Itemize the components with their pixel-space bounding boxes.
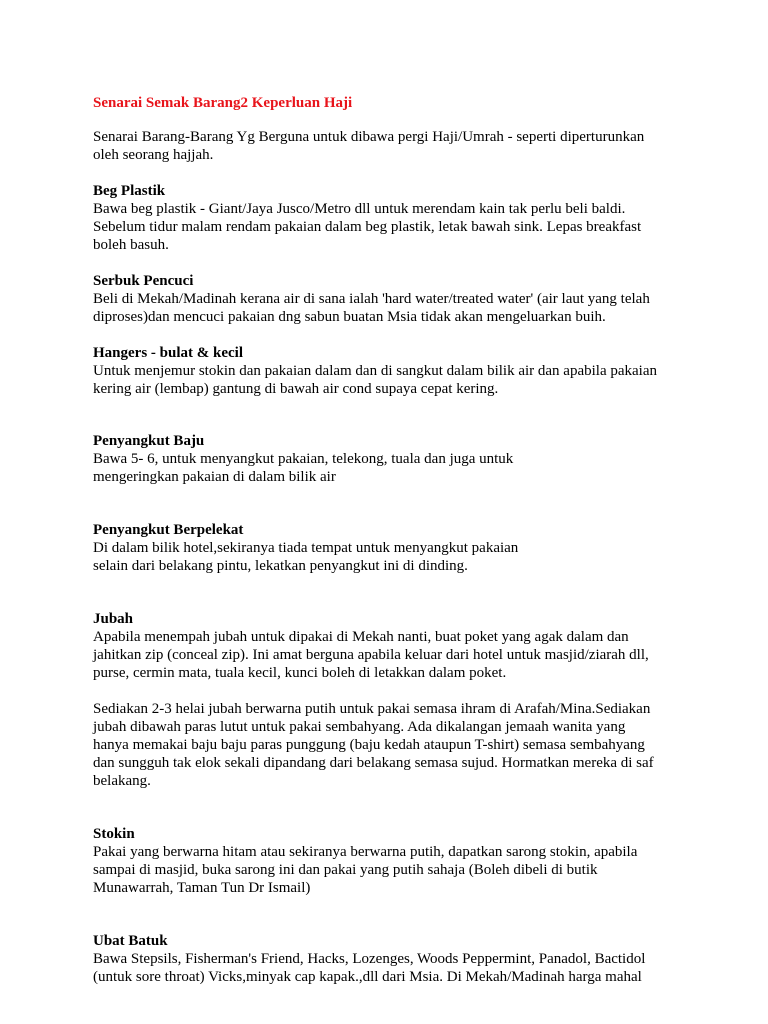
text-line: Bawa Stepsils, Fisherman's Friend, Hacks, Lozenges, Woods Peppermint, Panadol, Bactidol [93,951,646,967]
section-serbuk-pencuci [93,272,713,326]
text-line: diproses)dan mencuci pakaian dng sabun buatan Msia tidak akan mengeluarkan buih. [93,309,606,325]
text-line: selain dari belakang pintu, lekatkan penyangkut ini di dinding. [93,558,468,574]
text-line: dan sungguh tak elok sekali dipandang dari belakang semasa sujud. Hormatkan mereka di saf [93,755,654,771]
text-line: kering air (lembap) gantung di bawah air cond supaya cepat kering. [93,381,499,397]
text-line: hanya memakai baju baju paras punggung (baju kedah ataupun T-shirt) semasa sembahyang [93,737,645,753]
text-line: jubah dibawah paras lutut untuk pakai sembahyang. Ada dikalangan jemaah wanita yang [93,719,626,735]
section-heading: Serbuk Pencuci [93,273,194,289]
section-penyangkut-berpelekat [93,521,713,575]
text-line: (untuk sore throat) Vicks,minyak cap kapak.,dll dari Msia. Di Mekah/Madinah harga mahal [93,969,642,985]
text-line: Apabila menempah jubah untuk dipakai di Mekah nanti, buat poket yang agak dalam dan [93,629,629,645]
text-line: Sediakan 2-3 helai jubah berwarna putih untuk pakai semasa ihram di Arafah/Mina.Sediakan [93,701,651,717]
section-heading: Stokin [93,826,135,842]
text-line: Pakai yang berwarna hitam atau sekiranya berwarna putih, dapatkan sarong stokin, apabila [93,844,638,860]
section-heading: Penyangkut Baju [93,433,205,449]
section-jubah [93,610,713,682]
section-stokin [93,825,713,897]
text-line: Senarai Barang-Barang Yg Berguna untuk dibawa pergi Haji/Umrah - seperti diperturunkan [93,129,645,145]
intro-paragraph [93,128,713,164]
document-title: Senarai Semak Barang2 Keperluan Haji [93,95,353,111]
text-line: Beli di Mekah/Madinah kerana air di sana ialah 'hard water/treated water' (air laut yang telah [93,291,650,307]
text-line: Untuk menjemur stokin dan pakaian dalam dan di sangkut dalam bilik air dan apabila pakaian [93,363,658,379]
section-heading: Penyangkut Berpelekat [93,522,244,538]
text-line: boleh basuh. [93,237,169,253]
section-jubah-extra [93,700,713,790]
text-line: sampai di masjid, buka sarong ini dan pakai yang putih sahaja (Boleh dibeli di butik [93,862,598,878]
section-hangers [93,344,713,398]
section-ubat-batuk [93,932,713,986]
text-line: Bawa 5- 6, untuk menyangkut pakaian, telekong, tuala dan juga untuk [93,451,514,467]
section-beg-plastik [93,182,713,254]
text-line: oleh seorang hajjah. [93,147,214,163]
text-line: Bawa beg plastik - Giant/Jaya Jusco/Metro dll untuk merendam kain tak perlu beli baldi. [93,201,626,217]
text-line: belakang. [93,773,151,789]
text-line: Munawarrah, Taman Tun Dr Ismail) [93,880,311,896]
text-line: Sebelum tidur malam rendam pakaian dalam beg plastik, letak bawah sink. Lepas breakfast [93,219,642,235]
text-line: mengeringkan pakaian di dalam bilik air [93,469,336,485]
section-heading: Ubat Batuk [93,933,168,949]
text-line: jahitkan zip (conceal zip). Ini amat berguna apabila keluar dari hotel untuk masjid/ziarah dll, [93,647,649,663]
section-heading: Jubah [93,611,134,627]
text-line: purse, cermin mata, tuala kecil, kunci boleh di letakkan dalam poket. [93,665,507,681]
section-penyangkut-baju [93,432,713,486]
section-heading: Beg Plastik [93,183,166,199]
text-line: Di dalam bilik hotel,sekiranya tiada tempat untuk menyangkut pakaian [93,540,519,556]
section-heading: Hangers - bulat & kecil [93,345,243,361]
